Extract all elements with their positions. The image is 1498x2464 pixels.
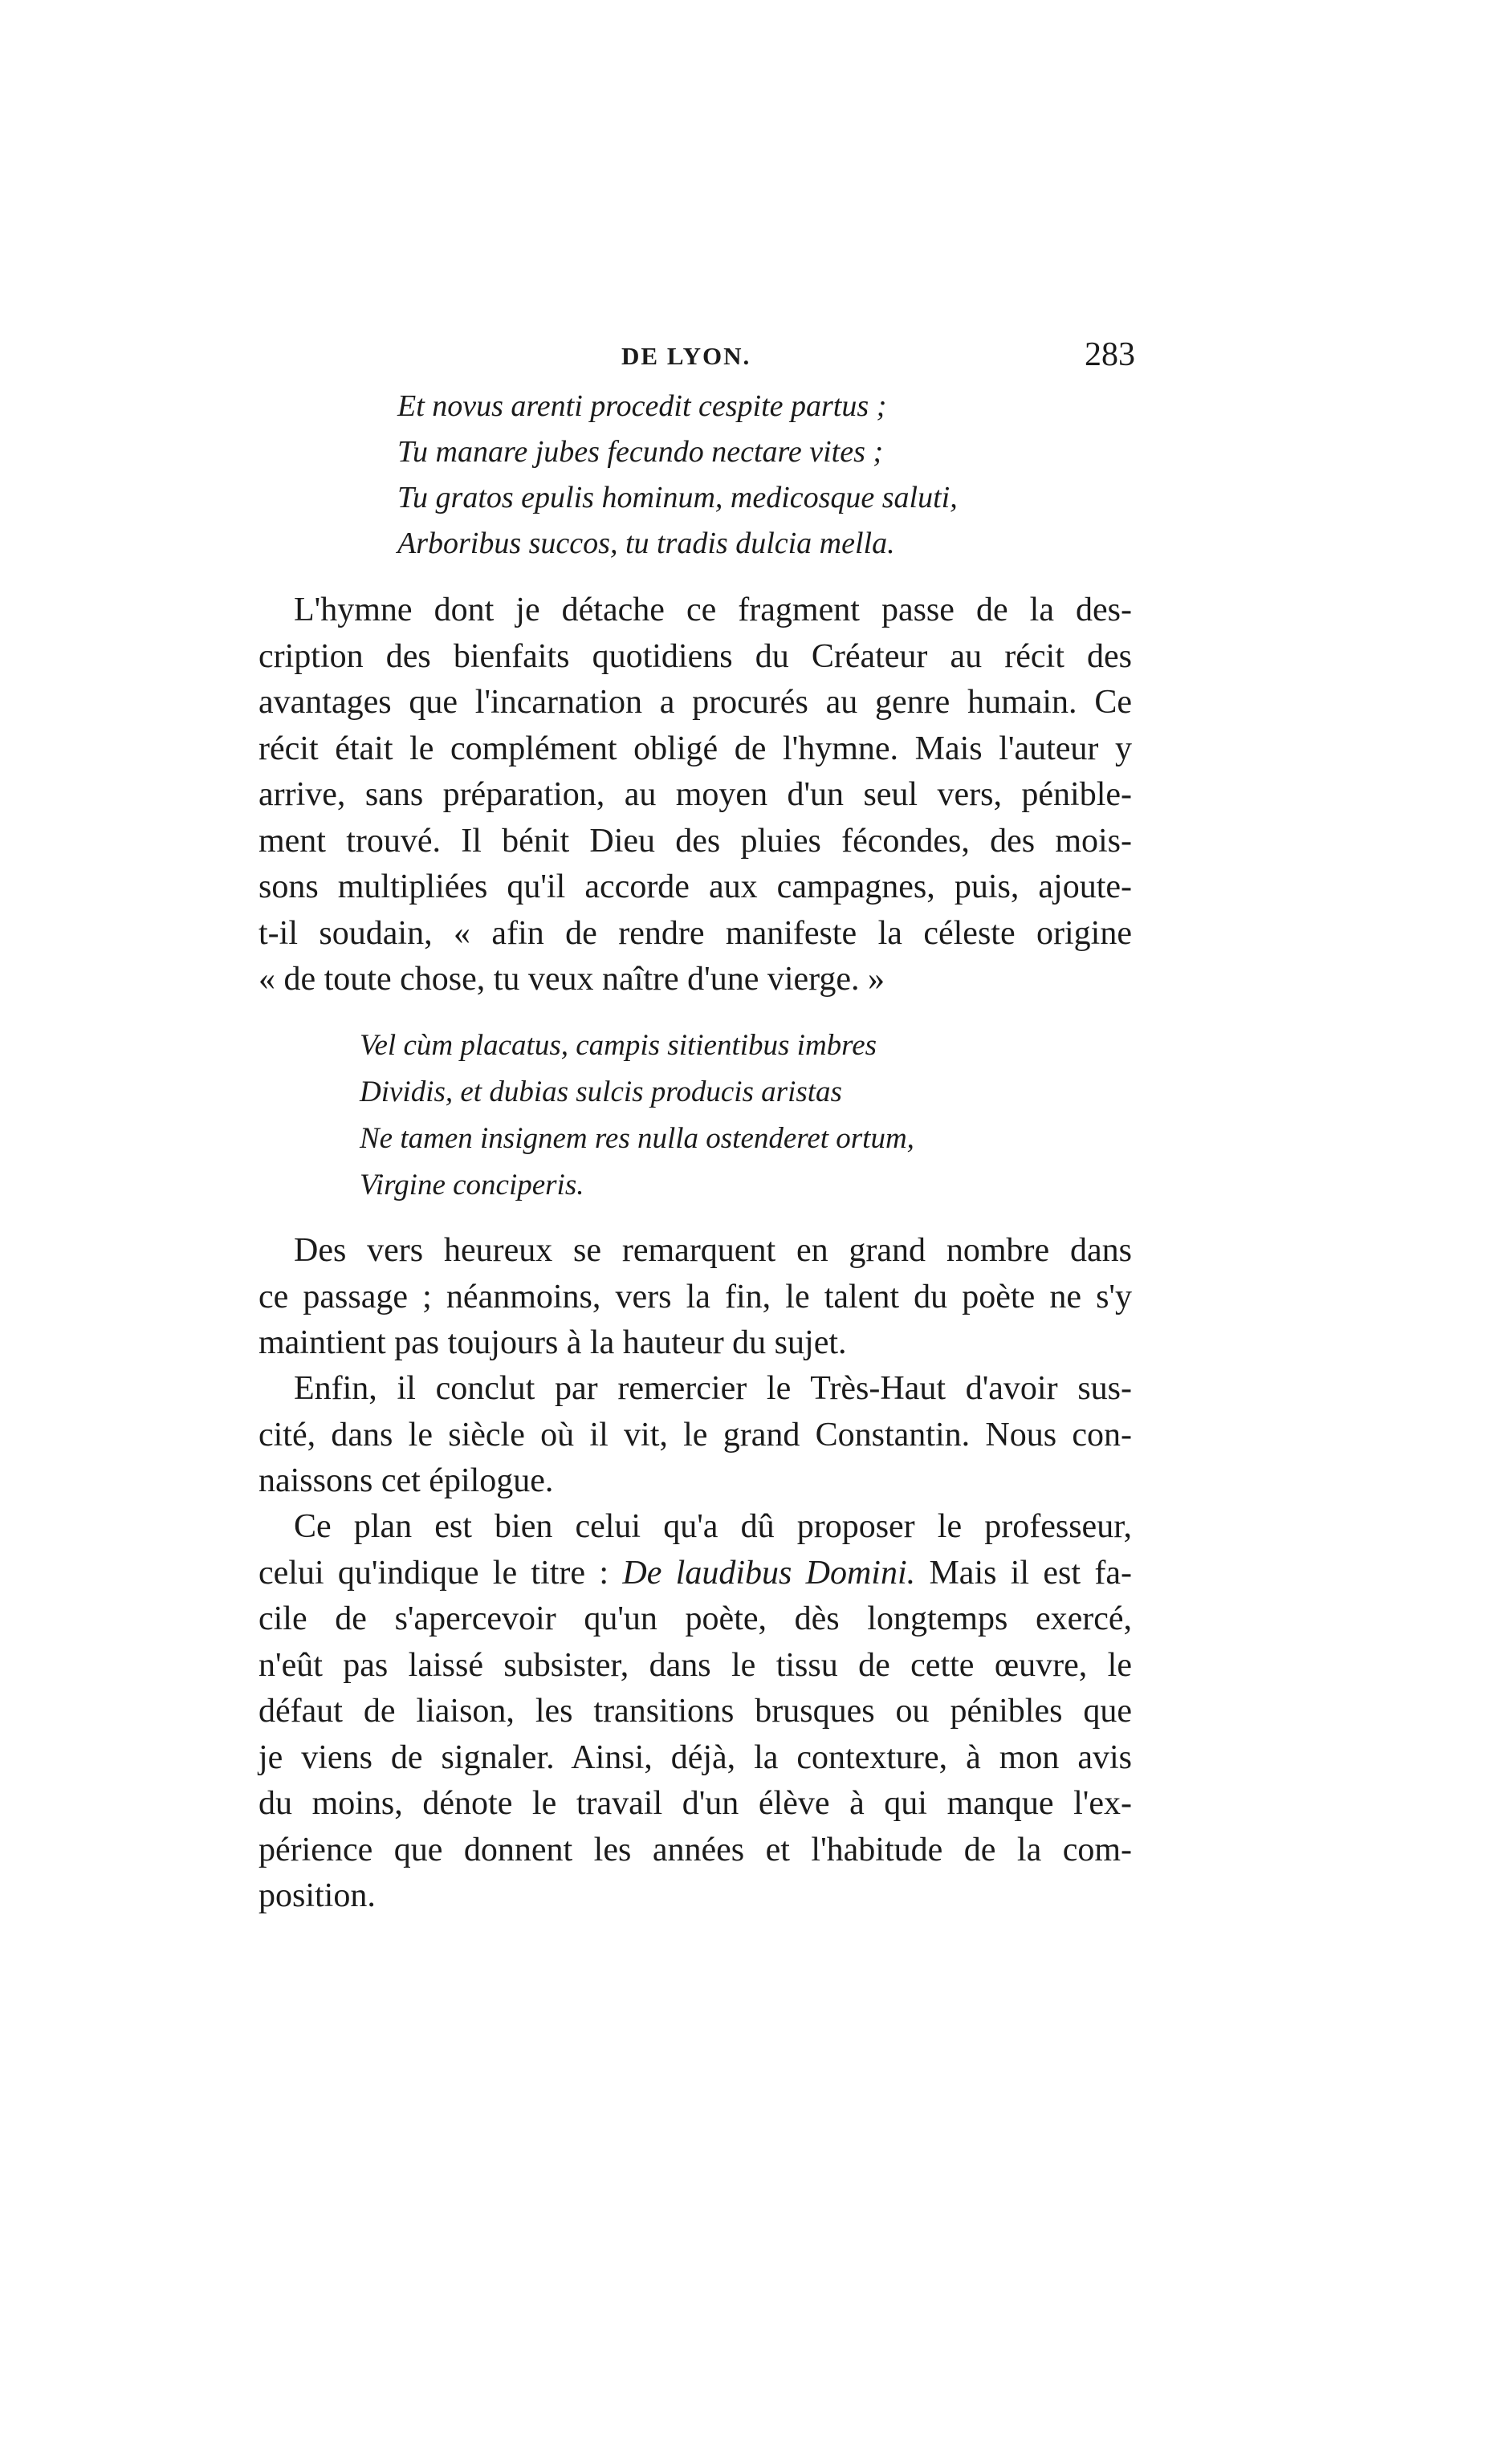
text-line: Ce plan est bien celui qu'a dû proposer le professeur, [294, 1508, 1132, 1545]
verse-line: Dividis, et dubias sulcis producis aristas [360, 1075, 842, 1108]
text-line-with-title [258, 1551, 1132, 1597]
text-line: défaut de liaison, les transitions brusques ou pénibles que [258, 1693, 1132, 1730]
text-line: cription des bienfaits quotidiens du Créateur au récit des [258, 637, 1132, 675]
verse-line: Et novus arenti procedit cespite partus ; [397, 389, 887, 423]
text-line: naissons cet épilogue. [258, 1462, 554, 1499]
text-fragment: Mais il est fa- [915, 1554, 1132, 1592]
text-line: cité, dans le siècle où il vit, le grand Constantin. Nous con- [258, 1416, 1132, 1454]
page-header [257, 335, 1135, 384]
text-line: avantages que l'incarnation a procurés au genre humain. Ce [258, 684, 1132, 721]
text-line: t-il soudain, « afin de rendre manifeste la céleste origine [258, 914, 1132, 952]
work-title: De laudibus Domini. [622, 1554, 916, 1592]
verse-line: Tu gratos epulis hominum, medicosque saluti, [397, 481, 958, 514]
text-line: je viens de signaler. Ainsi, déjà, la contexture, à mon avis [258, 1738, 1132, 1776]
paragraph-4 [258, 1504, 1132, 1920]
verse-line: Arboribus succos, tu tradis dulcia mella. [397, 527, 895, 560]
text-line: ce passage ; néanmoins, vers la fin, le talent du poète ne s'y [258, 1278, 1132, 1315]
text-line: cile de s'apercevoir qu'un poète, dès longtemps exercé, [258, 1600, 1132, 1637]
text-line: périence que donnent les années et l'habitude de la com- [258, 1831, 1132, 1868]
text-line: du moins, dénote le travail d'un élève à qui manque l'ex- [258, 1785, 1132, 1822]
paragraph-2 [258, 1228, 1132, 1367]
text-line: ment trouvé. Il bénit Dieu des pluies fécondes, des mois- [258, 822, 1132, 860]
text-line: Des vers heureux se remarquent en grand nombre dans [294, 1232, 1132, 1269]
verse-line: Ne tamen insignem res nulla ostenderet ortum, [360, 1122, 914, 1155]
text-line: position. [258, 1877, 376, 1914]
running-title: DE LYON. [621, 342, 751, 370]
paragraph-1 [258, 588, 1132, 1003]
verse-line: Virgine conciperis. [360, 1169, 584, 1202]
verse-line: Tu manare jubes fecundo nectare vites ; [397, 435, 884, 469]
text-fragment: celui qu'indique le titre : [258, 1554, 623, 1592]
latin-verse-1 [397, 384, 958, 567]
latin-verse-2 [360, 1023, 914, 1209]
text-line: « de toute chose, tu veux naître d'une vierge. » [258, 961, 885, 998]
text-line: n'eût pas laissé subsister, dans le tissu de cette œuvre, le [258, 1646, 1132, 1684]
page-number: 283 [1085, 336, 1135, 373]
paragraph-3 [258, 1366, 1132, 1505]
text-line: récit était le complément obligé de l'hymne. Mais l'auteur y [258, 730, 1132, 767]
text-line: sons multipliées qu'il accorde aux campagnes, puis, ajoute- [258, 868, 1132, 905]
text-line: Enfin, il conclut par remercier le Très-Haut d'avoir sus- [294, 1370, 1132, 1407]
verse-line: Vel cùm placatus, campis sitientibus imbres [360, 1029, 877, 1062]
text-line: L'hymne dont je détache ce fragment passe de la des- [294, 592, 1132, 628]
text-line: maintient pas toujours à la hauteur du sujet. [258, 1324, 847, 1361]
text-line: arrive, sans préparation, au moyen d'un seul vers, pénible- [258, 776, 1132, 813]
